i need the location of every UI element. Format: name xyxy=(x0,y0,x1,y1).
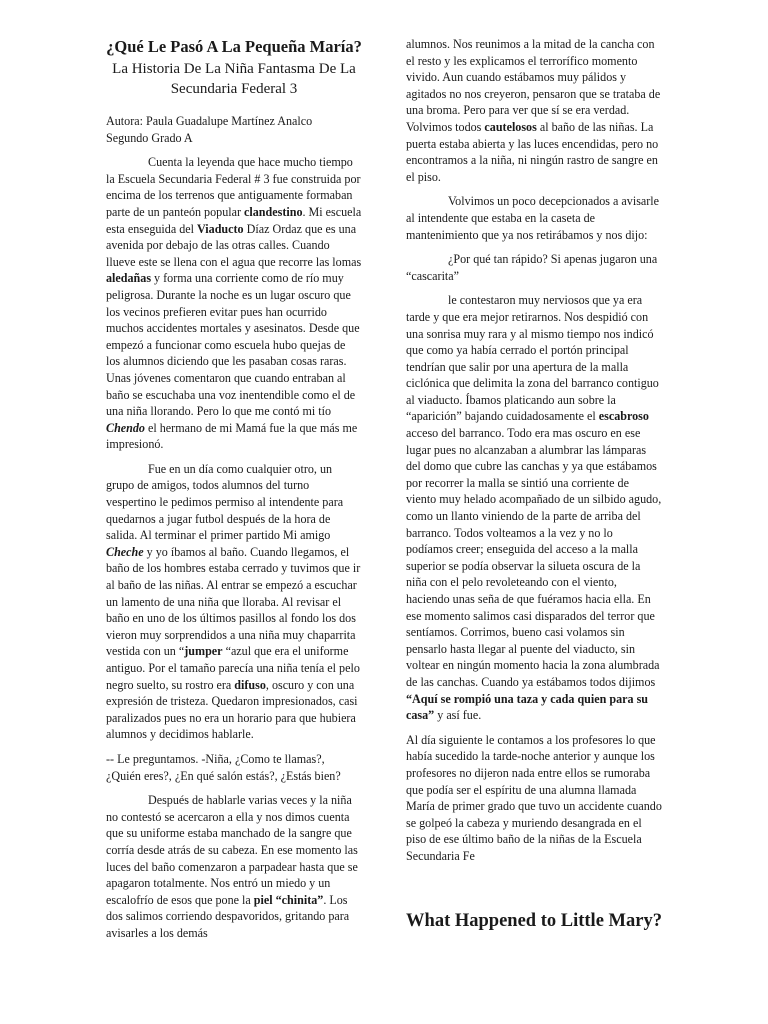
story-title: ¿Qué Le Pasó A La Pequeña María? xyxy=(106,37,362,56)
left-column xyxy=(106,36,362,950)
paragraph-ravine: le contestaron muy nerviosos que ya era tarde y que era mejor retirarnos. Nos despidió con una sonrisa muy rara y al mismo tiempo nos indicó que como ya había cerrado el portón principal tendrían que salir por una apertura de la malla ciclónica que delimita la zona del barranco contiguo al viaducto. Íbamos platicando aun sobre la “aparición” bajando cuidadosamente el escabroso acceso del barranco. Todo era mas oscuro en ese lugar pues no alcanzaban a alumbrar las lámparas del domo que cubre las canchas y ya que estábamos por recorrer la malla se sintió una corriente de viento muy helado acompañado de un silbido agudo, como un llanto viniendo de la parte de arriba del barranco. Todos volteamos a la vez y no lo podíamos creer; enseguida del acceso a la malla superior se podía observar la silueta oscura de la niña con el pelo revoleteando con el viento, haciendo unas seña de que fuéramos hacia ella. En ese momento salimos casi disparados del terror que sentíamos. Corrimos, bueno casi volamos sin pensarlo hasta llegar al puente del viaducto, sin voltear en ningún momento hacia la zona alumbrada de las canchas. Cuando ya estábamos todos dijimos “Aquí se rompió una taza y cada quien para su casa” y así fue. xyxy=(406,293,662,723)
right-column xyxy=(406,36,662,934)
paragraph-blood: Después de hablarle varias veces y la niña no contestó se acercaron a ella y nos dimos cuenta que su uniforme estaba manchado de la sangre que corría desde atrás de su cabeza. En ese momento las luces del baño comenzaron a parpadear hasta que se apagaron totalmente. Nos entró un miedo y un escalofrío de esos que pone la piel “chinita”. Los dos salimos corriendo despavoridos, gritando para avisarles a los demás xyxy=(106,793,358,940)
paragraph-return: alumnos. Nos reunimos a la mitad de la cancha con el resto y les explicamos el terrorífico momento vivido. Aun cuando estábamos muy pálidos y agitados no nos creyeron, pensaron que se trataba de una broma. Pero para ver que sí se era verdad. Volvimos todos cautelosos al baño de las niñas. La puerta estaba abierta y las luces encendidas, pero no encontramos a la niña, ni ningún rastro de sangre en el piso. xyxy=(406,37,661,184)
paragraph-legend: Cuenta la leyenda que hace mucho tiempo la Escuela Secundaria Federal # 3 fue construida por encima de los terrenos que antiguamente formaban parte de un panteón popular clandestino. Mi escuela esta enseguida del Viaducto Díaz Ordaz que es una avenida por debajo de las otras calles. Cuando llueve este se llena con el agua que recorre las lomas aledañas y forma una corriente como de río muy peligrosa. Durante la noche es un lugar oscuro que los vecinos prefieren evitar pues han ocurrido muchos accidentes mortales y asesinatos. Desde que empezó a funcionar como escuela hubo quejas de los alumnos diciendo que les pasaban cosas raras. Unas jóvenes comentaron que cuando entraban al baño se escuchaba una voz inentendible como el de una niña llorando. Pero lo que me contó mi tío Chendo el hermano de mi Mamá fue la que más me impresionó. xyxy=(106,155,362,452)
grade-line: Segundo Grado A xyxy=(106,130,193,145)
paragraph-next-day: Al día siguiente le contamos a los profesores lo que había sucedido la tarde-noche anterior y aunque los profesores no dijeron nada entre ellos se rumoraba que podía ser el espíritu de una alumna llamada María de primer grado que tuvo un accidente cuando se golpeó la cabeza y muriendo desangrada en el piso de ese último baño de la niñas de la Escuela Secundaria Fe xyxy=(406,732,662,863)
author-line: Autora: Paula Guadalupe Martínez Analco xyxy=(106,114,313,128)
paragraph-janitor-quote: ¿Por qué tan rápido? Si apenas jugaron una “cascarita” xyxy=(406,252,658,283)
paragraph-questions: -- Le preguntamos. -Niña, ¿Como te llamas?, ¿Quién eres?, ¿En qué salón estás?, ¿Estás bien? xyxy=(106,751,341,783)
story-subtitle: La Historia De La Niña Fantasma De La Secundaria Federal 3 xyxy=(112,61,356,97)
paragraph-encounter: Fue en un día como cualquier otro, un grupo de amigos, todos alumnos del turno vespertino le pedimos permiso al intendente para quedarnos a jugar futbol después de la hora de salida. Al terminar el primer partido Mi amigo Cheche y yo íbamos al baño. Cuando llegamos, el baño de los hombres estaba cerrado y tuvimos que ir al baño de las niñas. Al entrar se empezó a escuchar un lamento de una niña que lloraba. Al revisar el baño en uno de los últimos pasillos al fondo los dos vieron muy sorprendidos a una niña muy chaparrita vestida con un “jumper “azul que era el uniforme antiguo. Por el tamaño parecía una niña tenía el pelo negro suelto, su rostro era difuso, oscuro y con una expresión de tristeza. Quedaron impresionados, casi paralizados pues no era un horario para que hubiera alumnos y decidimos hablarle. xyxy=(106,461,361,742)
author-block xyxy=(106,113,362,146)
english-title: What Happened to Little Mary? xyxy=(406,910,662,931)
paragraph-janitor: Volvimos un poco decepcionados a avisarle al intendente que estaba en la caseta de mantenimiento que ya nos retirábamos y nos dijo: xyxy=(406,194,660,242)
